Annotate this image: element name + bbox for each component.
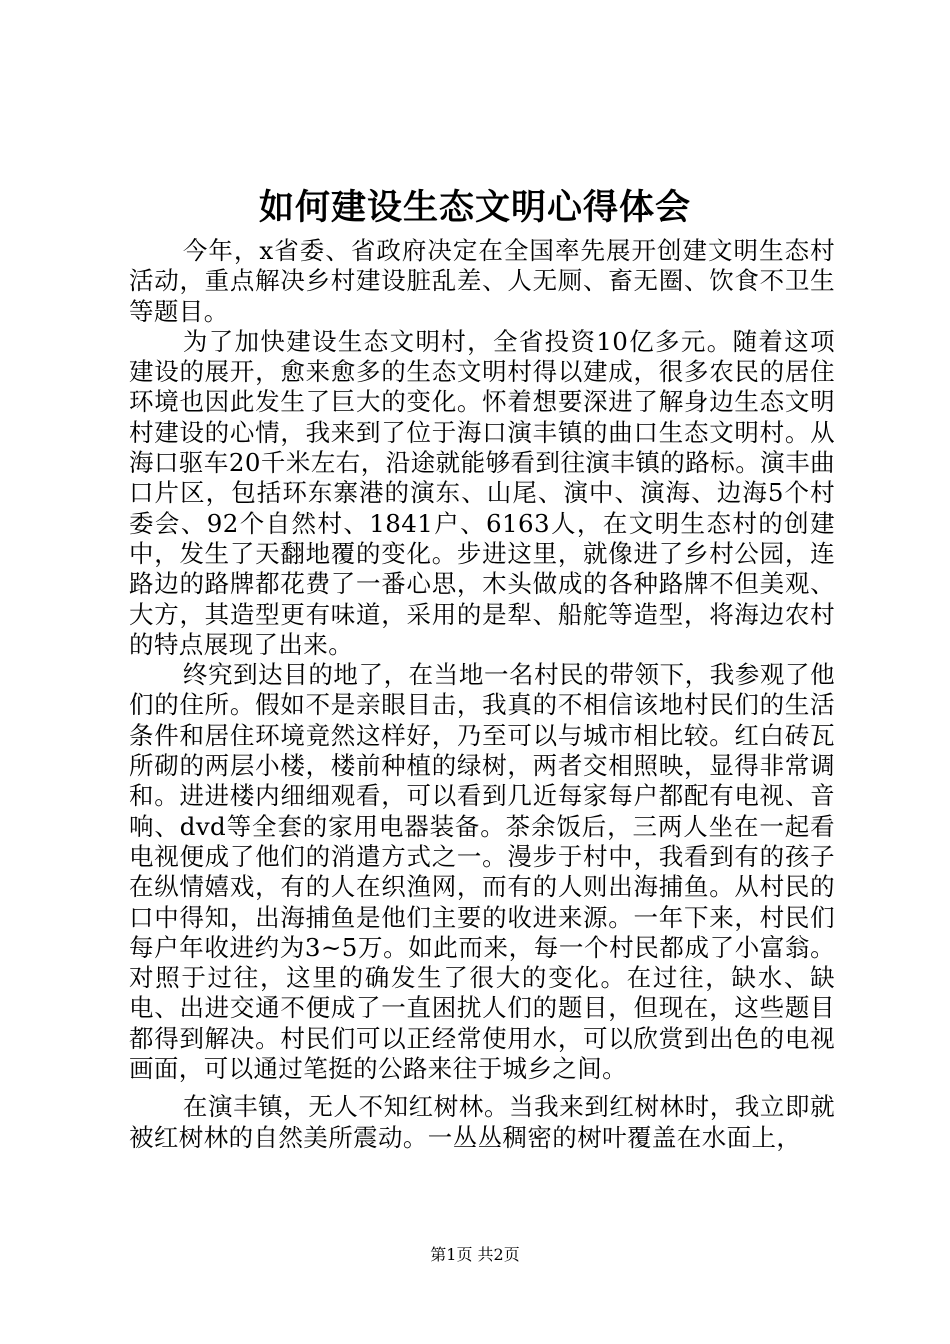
paragraph: 在演丰镇，无人不知红树林。当我来到红树林时，我立即就被红树林的自然美所震动。一丛丛稠密的树叶覆盖在水面上， <box>129 1092 835 1152</box>
page-number-footer: 第1页 共2页 <box>430 1245 520 1264</box>
document-body <box>129 236 835 1153</box>
paragraph: 终究到达目的地了，在当地一名村民的带领下，我参观了他们的住所。假如不是亲眼目击，我真的不相信该地村民们的生活条件和居住环境竟然这样好，乃至可以与城市相比较。红白砖瓦所砌的两层小楼，楼前种植的绿树，两者交相照映，显得非常调和。进进楼内细细观看，可以看到几近每家每户都配有电视、音响、dvd等全套的家用电器装备。茶余饭后，三两人坐在一起看电视便成了他们的消遣方式之一。漫步于村中，我看到有的孩子在纵情嬉戏，有的人在织渔网，而有的人则出海捕鱼。从村民的口中得知，出海捕鱼是他们主要的收进来源。一年下来，村民们每户年收进约为3~5万。如此而来，每一个村民都成了小富翁。对照于过往，这里的确发生了很大的变化。在过往，缺水、缺电、出进交通不便成了一直困扰人们的题目，但现在，这些题目都得到解决。村民们可以正经常使用水，可以欣赏到出色的电视画面，可以通过笔挺的公路来往于城乡之间。 <box>129 660 835 1084</box>
paragraph: 为了加快建设生态文明村，全省投资10亿多元。随着这项建设的展开，愈来愈多的生态文明村得以建成，很多农民的居住环境也因此发生了巨大的变化。怀着想要深进了解身边生态文明村建设的心情，我来到了位于海口演丰镇的曲口生态文明村。从海口驱车20千米左右，沿途就能够看到往演丰镇的路标。演丰曲口片区，包括环东寨港的演东、山尾、演中、演海、边海5个村委会、92个自然村、1841户、6163人，在文明生态村的创建中，发生了天翻地覆的变化。步进这里，就像进了乡村公园，连路边的路牌都花费了一番心思，木头做成的各种路牌不但美观、大方，其造型更有味道，采用的是犁、船舵等造型，将海边农村的特点展现了出来。 <box>129 326 835 659</box>
document-title: 如何建设生态文明心得体会 <box>258 187 691 228</box>
paragraph: 今年，x省委、省政府决定在全国率先展开创建文明生态村活动，重点解决乡村建设脏乱差、人无厕、畜无圈、饮食不卫生等题目。 <box>129 236 835 326</box>
